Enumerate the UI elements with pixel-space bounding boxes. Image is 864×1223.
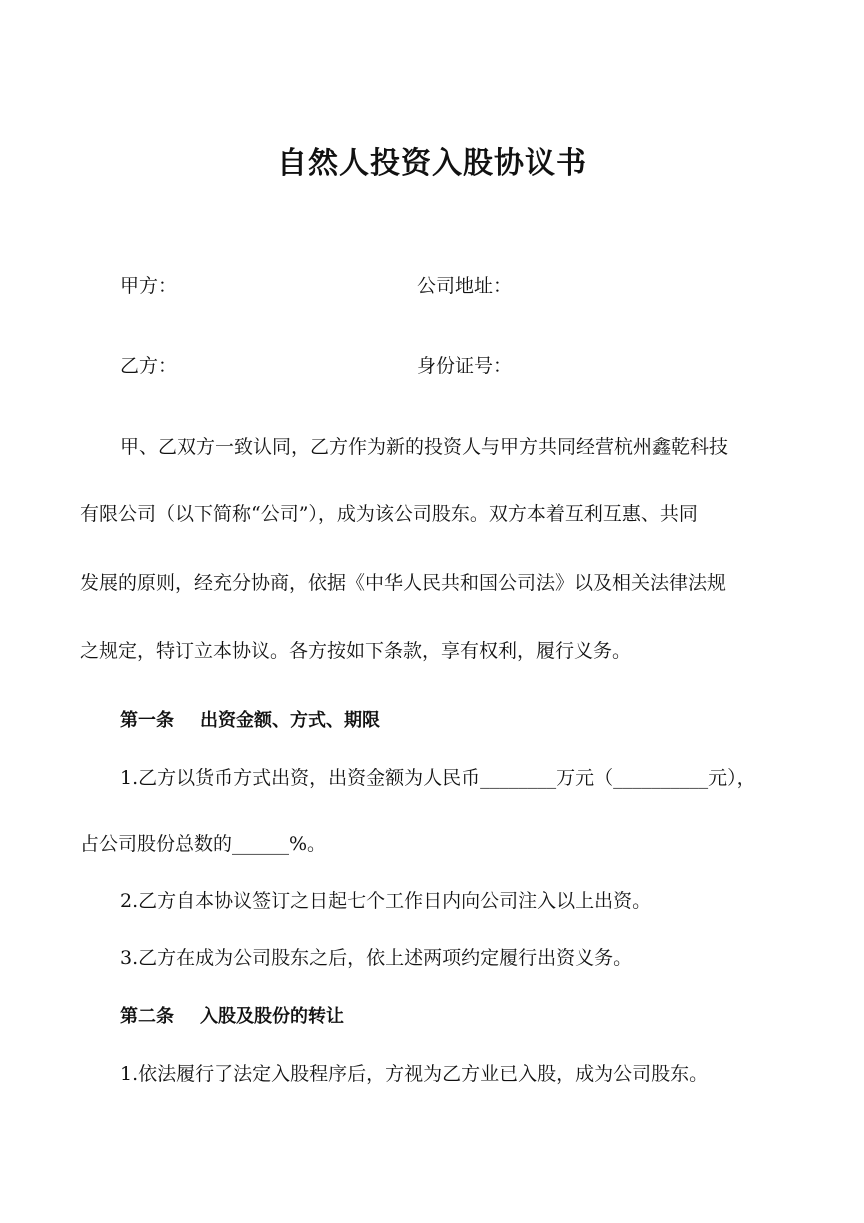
- article-2-heading: [120, 1002, 344, 1028]
- id-number-label: 身份证号：: [417, 355, 513, 377]
- company-address-label: 公司地址：: [417, 275, 513, 297]
- article-2-item-1: 1.依法履行了法定入股程序后，方视为乙方业已入股，成为公司股东。: [120, 1063, 709, 1085]
- document-title: 自然人投资入股协议书: [277, 146, 587, 181]
- preamble-line-2: 有限公司（以下简称“公司”），成为该公司股东。双方本着互利互惠、共同: [80, 503, 698, 525]
- article-2-number: 第二条: [120, 1006, 174, 1027]
- party-b-label: 乙方：: [120, 355, 178, 377]
- preamble-line-4: 之规定，特订立本协议。各方按如下条款，享有权利，履行义务。: [80, 640, 632, 662]
- article-1-item-1-line-2: 占公司股份总数的______%。: [80, 833, 327, 855]
- party-a-label: 甲方：: [120, 275, 178, 297]
- article-1-title: 出资金额、方式、期限: [200, 710, 380, 731]
- article-1-item-2: 2.乙方自本协议签订之日起七个工作日内向公司注入以上出资。: [120, 890, 652, 912]
- preamble-line-3: 发展的原则，经充分协商，依据《中华人民共和国公司法》以及相关法律法规: [80, 572, 727, 594]
- preamble-line-1: 甲、乙双方一致认同，乙方作为新的投资人与甲方共同经营杭州鑫乾科技: [120, 436, 729, 458]
- article-2-title: 入股及股份的转让: [200, 1006, 344, 1027]
- article-1-item-3: 3.乙方在成为公司股东之后，依上述两项约定履行出资义务。: [120, 947, 633, 969]
- article-1-item-1-line-1: 1.乙方以货币方式出资，出资金额为人民币________万元（__________元），: [120, 767, 756, 789]
- article-1-number: 第一条: [120, 710, 174, 731]
- article-1-heading: [120, 706, 380, 732]
